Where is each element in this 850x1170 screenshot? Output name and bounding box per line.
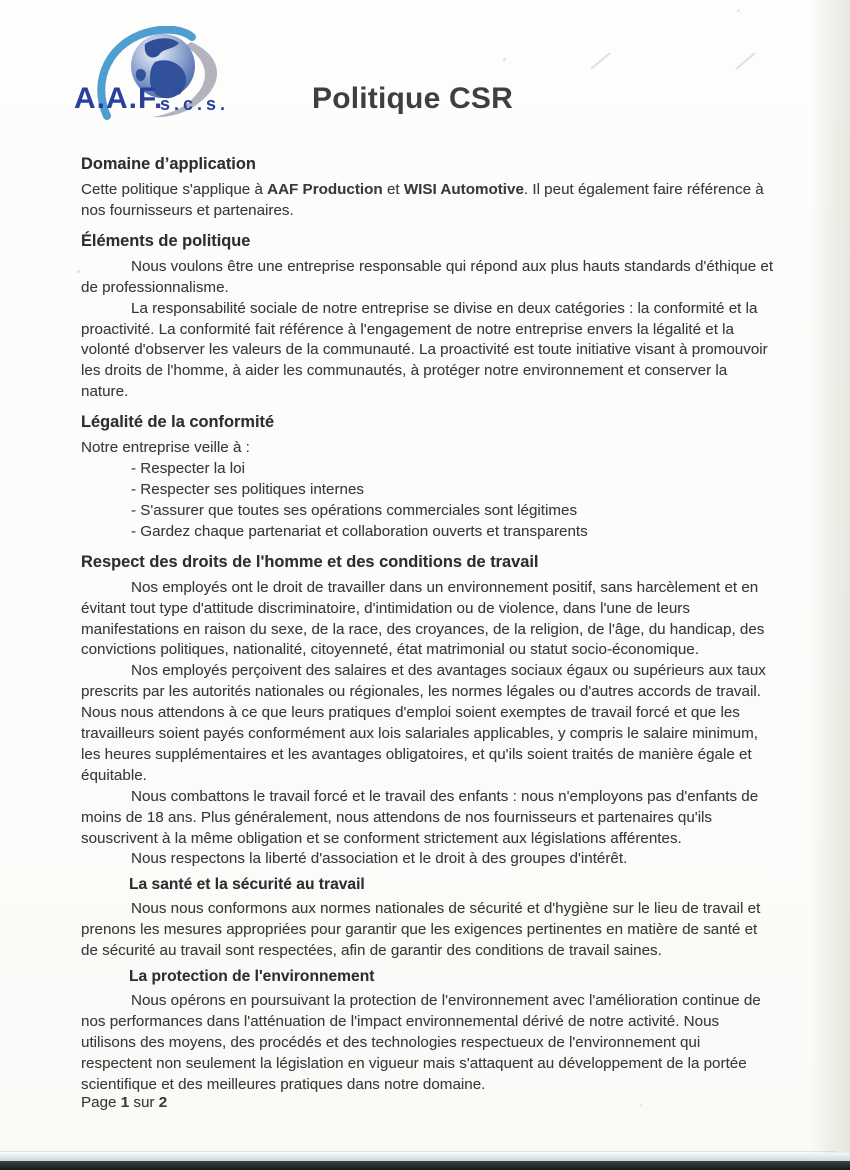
text-run-bold: AAF Production (267, 181, 383, 198)
list-item: - Respecter la loi (131, 460, 245, 478)
paragraph (81, 787, 775, 850)
list-item: - S'assurer que toutes ses opérations commerciales sont légitimes (131, 501, 578, 519)
dash-list (81, 459, 775, 543)
logo-suffix: s.c.s. (160, 94, 230, 114)
document-body (81, 155, 775, 1096)
paragraph (81, 661, 775, 786)
document-title: Politique CSR (312, 82, 513, 115)
text-run: Nos employés ont le droit de travailler dans un environnement positif, sans harcèlement et en évitant tout type d'attitude discriminatoire, d'intimidation ou de violence, dans l'une de leurs manifestations en raison du sexe, de la race, des croyances, de la religion, de l'âge, du handicap, des convictions politiques, nationalité, citoyenneté, état matrimonial ou statut socio-économique. (81, 578, 765, 659)
text-run: Page (81, 1094, 121, 1111)
scan-speck (503, 58, 506, 61)
scan-bottom-line (0, 1151, 838, 1152)
paragraph (81, 899, 775, 962)
section-heading: Domaine d’application (81, 155, 256, 173)
text-run-bold: 2 (158, 1094, 168, 1111)
paragraph (81, 849, 775, 870)
scan-speck (640, 1104, 643, 1107)
text-run: . Il peut également faire référence à nos fournisseurs et partenaires. (81, 181, 764, 219)
text-run: sur (129, 1094, 159, 1111)
text-run: et (382, 181, 404, 198)
scan-scratch-mark (735, 52, 755, 70)
sub-heading: La santé et la sécurité au travail (129, 876, 365, 894)
paragraph (81, 180, 775, 222)
paragraph (81, 438, 775, 459)
section-heading: Légalité de la conformité (81, 413, 275, 432)
sub-heading: La protection de l'environnement (129, 968, 375, 986)
paragraph (81, 299, 775, 404)
section-heading: Éléments de politique (81, 231, 251, 250)
scan-right-edge-shading (810, 0, 850, 1160)
text-run: Nous nous conformons aux normes nationales de sécurité et d'hygiène sur le lieu de travail et prenons les mesures appropriées pour garantir que les exigences pertinentes en matière de santé et de sécurité au travail sont respectées, afin de garantir des conditions de travail saines. (81, 900, 761, 960)
text-run: Notre entreprise veille à : (81, 439, 250, 457)
scan-bottom-dark-edge (0, 1161, 850, 1170)
text-run-bold: 1 (120, 1094, 130, 1111)
text-run: Nous respectons la liberté d'association et le droit à des groupes d'intérêt. (131, 850, 628, 868)
text-run: Cette politique s'applique à (81, 181, 268, 198)
scan-scratch-mark (590, 52, 610, 70)
paragraph (81, 257, 775, 299)
text-run-bold: WISI Automotive (403, 181, 524, 198)
paragraph (81, 578, 775, 662)
paragraph (81, 991, 775, 1096)
list-item: - Respecter ses politiques internes (131, 480, 364, 498)
company-logo (60, 20, 250, 130)
text-run: Nous combattons le travail forcé et le travail des enfants : nous n'employons pas d'enfants de moins de 18 ans. Plus généralement, nous attendons de nos fournisseurs et partenaires qu'ils souscrivent à la même obligation et se conforment strictement aux législations afférentes. (81, 787, 759, 847)
section-heading: Respect des droits de l'homme et des conditions de travail (81, 552, 539, 571)
list-item: - Gardez chaque partenariat et collaboration ouverts et transparents (131, 522, 588, 540)
page-footer (81, 1094, 167, 1111)
scan-speck (737, 9, 740, 12)
text-run: La responsabilité sociale de notre entreprise se divise en deux catégories : la conformité et la proactivité. La conformité fait référence à l'engagement de notre entreprise envers la légalité et la volonté d'observer les valeurs de la communauté. La proactivité est toute initiative visant à promouvoir les droits de l'homme, à aider les communautés, à protéger notre environnement et conserver la nature. (81, 299, 768, 401)
text-run: Nous opérons en poursuivant la protection de l'environnement avec l'amélioration continue de nos performances dans l'atténuation de l'impact environnemental dérivé de notre activité. Nous utilisons des moyens, des procédés et des technologies respectueux de l'environnement qui respectent non seulement la législation en vigueur mais s'attaquent au développement de la portée scientifique et des meilleures pratiques dans notre domaine. (81, 992, 761, 1093)
text-run: Nos employés perçoivent des salaires et des avantages sociaux égaux ou supérieurs aux taux prescrits par les autorités nationales ou régionales, les normes légales ou d'autres accords de travail. Nous nous attendons à ce que leurs pratiques d'emploi soient exemptes de travail forcé et que les travailleurs soient payés conformément aux lois salariales applicables, y compris le salaire minimum, les heures supplémentaires et les avantages obligatoires, et qu'ils soient traités de manière égale et équitable. (81, 662, 766, 784)
text-run: Nous voulons être une entreprise responsable qui répond aux plus hauts standards d'éthique et de professionnalisme. (81, 257, 774, 296)
scan-bottom-light-band (0, 1153, 850, 1161)
logo-acronym: A.A.F. (74, 82, 164, 115)
scan-speck (77, 270, 80, 273)
